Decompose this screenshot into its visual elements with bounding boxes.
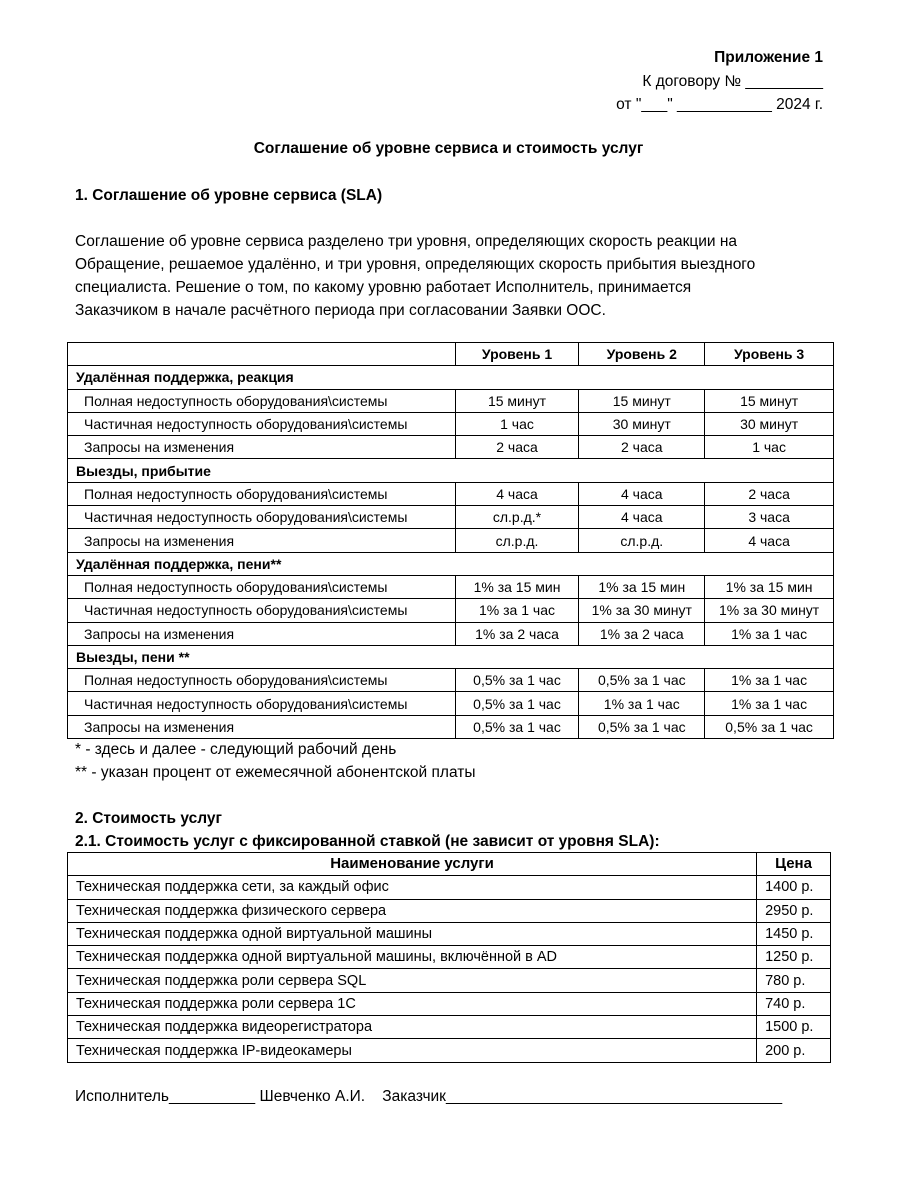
sla-row: [68, 506, 834, 529]
service-name: Техническая поддержка видеорегистратора: [68, 1016, 757, 1039]
service-name: Техническая поддержка роли сервера SQL: [68, 969, 757, 992]
sla-row: [68, 436, 834, 459]
sla-group-title: Выезды, пени **: [68, 645, 834, 668]
sla-value-level2: 15 минут: [579, 389, 705, 412]
service-price: 1250 р.: [757, 946, 831, 969]
service-name: Техническая поддержка физического сервера: [68, 899, 757, 922]
document-title: Соглашение об уровне сервиса и стоимость услуг: [253, 140, 644, 157]
service-row: [68, 992, 831, 1015]
sla-row-label: Полная недоступность оборудования\системы: [68, 389, 456, 412]
contract-date-line: от "___" ___________ 2024 г.: [616, 96, 823, 113]
sla-value-level2: сл.р.д.: [579, 529, 705, 552]
sla-value-level3: 1% за 1 час: [705, 692, 834, 715]
sla-header-level2: Уровень 2: [579, 343, 705, 366]
section2-heading: 2. Стоимость услуг: [75, 810, 222, 827]
paragraph-line: Заказчиком в начале расчётного периода при согласовании Заявки ООС.: [75, 302, 606, 319]
sla-row-label: Полная недоступность оборудования\системы: [68, 669, 456, 692]
sla-value-level1: 4 часа: [455, 482, 579, 505]
sla-value-level2: 0,5% за 1 час: [579, 669, 705, 692]
sla-row-label: Частичная недоступность оборудования\системы: [68, 506, 456, 529]
sla-header-level1: Уровень 1: [455, 343, 579, 366]
sla-group-row: [68, 459, 834, 482]
services-price-table: [67, 852, 831, 1063]
service-row: [68, 946, 831, 969]
service-row: [68, 1016, 831, 1039]
sla-value-level1: 1% за 1 час: [455, 599, 579, 622]
sla-row-label: Частичная недоступность оборудования\системы: [68, 692, 456, 715]
appendix-label: Приложение 1: [714, 49, 823, 66]
services-header-row: [68, 853, 831, 876]
sla-group-row: [68, 366, 834, 389]
sla-value-level3: 15 минут: [705, 389, 834, 412]
service-row: [68, 969, 831, 992]
sla-value-level3: 2 часа: [705, 482, 834, 505]
paragraph-line: Соглашение об уровне сервиса разделено три уровня, определяющих скорость реакции на: [75, 233, 738, 250]
service-price: 1450 р.: [757, 922, 831, 945]
sla-row: [68, 622, 834, 645]
service-row: [68, 1039, 831, 1062]
sla-value-level2: 4 часа: [579, 506, 705, 529]
paragraph-line: специалиста. Решение о том, по какому уровню работает Исполнитель, принимается: [75, 279, 692, 296]
service-row: [68, 899, 831, 922]
sla-row: [68, 412, 834, 435]
sla-row: [68, 529, 834, 552]
sla-value-level1: 15 минут: [455, 389, 579, 412]
sla-row: [68, 575, 834, 598]
sla-value-level1: 2 часа: [455, 436, 579, 459]
service-name: Техническая поддержка сети, за каждый офис: [68, 876, 757, 899]
sla-value-level3: 1% за 1 час: [705, 622, 834, 645]
service-price-header: Цена: [757, 853, 831, 876]
sla-value-level2: 0,5% за 1 час: [579, 715, 705, 738]
sla-value-level1: 0,5% за 1 час: [455, 669, 579, 692]
sla-value-level1: 0,5% за 1 час: [455, 715, 579, 738]
sla-row: [68, 389, 834, 412]
section1-heading: 1. Соглашение об уровне сервиса (SLA): [75, 187, 383, 204]
sla-value-level2: 1% за 1 час: [579, 692, 705, 715]
service-row: [68, 922, 831, 945]
sla-value-level3: 1% за 15 мин: [705, 575, 834, 598]
sla-value-level1: сл.р.д.: [455, 529, 579, 552]
sla-group-title: Выезды, прибытие: [68, 459, 834, 482]
service-name: Техническая поддержка роли сервера 1С: [68, 992, 757, 1015]
service-name: Техническая поддержка IP-видеокамеры: [68, 1039, 757, 1062]
service-name: Техническая поддержка одной виртуальной машины: [68, 922, 757, 945]
sla-value-level2: 2 часа: [579, 436, 705, 459]
sla-value-level3: 1% за 1 час: [705, 669, 834, 692]
sla-value-level2: 1% за 30 минут: [579, 599, 705, 622]
service-name: Техническая поддержка одной виртуальной машины, включённой в AD: [68, 946, 757, 969]
sla-row-label: Частичная недоступность оборудования\системы: [68, 412, 456, 435]
paragraph-line: Обращение, решаемое удалённо, и три уровня, определяющих скорость прибытия выездного: [75, 256, 756, 273]
sla-value-level1: 1% за 2 часа: [455, 622, 579, 645]
service-name-header: Наименование услуги: [68, 853, 757, 876]
section2-subheading: 2.1. Стоимость услуг с фиксированной ставкой (не зависит от уровня SLA):: [75, 833, 660, 850]
service-price: 1500 р.: [757, 1016, 831, 1039]
sla-row-label: Запросы на изменения: [68, 436, 456, 459]
sla-value-level1: 1% за 15 мин: [455, 575, 579, 598]
sla-header-row: [68, 343, 834, 366]
sla-group-title: Удалённая поддержка, пени**: [68, 552, 834, 575]
section1-paragraph: [75, 230, 835, 322]
signature-line: Исполнитель__________ Шевченко А.И. Заказчик_______________________________________: [75, 1088, 783, 1105]
sla-value-level2: 1% за 15 мин: [579, 575, 705, 598]
sla-value-level1: 0,5% за 1 час: [455, 692, 579, 715]
sla-row: [68, 599, 834, 622]
footnote-percent: ** - указан процент от ежемесячной абонентской платы: [75, 764, 476, 781]
sla-value-level1: сл.р.д.*: [455, 506, 579, 529]
sla-value-level3: 4 часа: [705, 529, 834, 552]
footnote-next-business-day: * - здесь и далее - следующий рабочий день: [75, 741, 397, 758]
sla-value-level3: 0,5% за 1 час: [705, 715, 834, 738]
service-price: 1400 р.: [757, 876, 831, 899]
service-price: 200 р.: [757, 1039, 831, 1062]
sla-row: [68, 669, 834, 692]
services-table-body: [68, 876, 831, 1062]
service-price: 2950 р.: [757, 899, 831, 922]
sla-value-level3: 1 час: [705, 436, 834, 459]
sla-group-title: Удалённая поддержка, реакция: [68, 366, 834, 389]
sla-row-label: Частичная недоступность оборудования\системы: [68, 599, 456, 622]
sla-row-label: Запросы на изменения: [68, 529, 456, 552]
sla-table-body: [68, 366, 834, 739]
sla-row-label: Полная недоступность оборудования\системы: [68, 482, 456, 505]
service-row: [68, 876, 831, 899]
sla-header-level3: Уровень 3: [705, 343, 834, 366]
sla-row-label: Полная недоступность оборудования\системы: [68, 575, 456, 598]
sla-row: [68, 692, 834, 715]
sla-row: [68, 715, 834, 738]
sla-value-level2: 30 минут: [579, 412, 705, 435]
sla-value-level3: 30 минут: [705, 412, 834, 435]
sla-group-row: [68, 552, 834, 575]
service-price: 780 р.: [757, 969, 831, 992]
sla-value-level2: 4 часа: [579, 482, 705, 505]
sla-table: [67, 342, 834, 739]
sla-value-level2: 1% за 2 часа: [579, 622, 705, 645]
sla-row-label: Запросы на изменения: [68, 622, 456, 645]
sla-group-row: [68, 645, 834, 668]
sla-header-cell: [68, 343, 456, 366]
sla-value-level3: 1% за 30 минут: [705, 599, 834, 622]
sla-value-level1: 1 час: [455, 412, 579, 435]
sla-value-level3: 3 часа: [705, 506, 834, 529]
sla-row: [68, 482, 834, 505]
service-price: 740 р.: [757, 992, 831, 1015]
contract-number-line: К договору № _________: [642, 73, 823, 90]
sla-row-label: Запросы на изменения: [68, 715, 456, 738]
